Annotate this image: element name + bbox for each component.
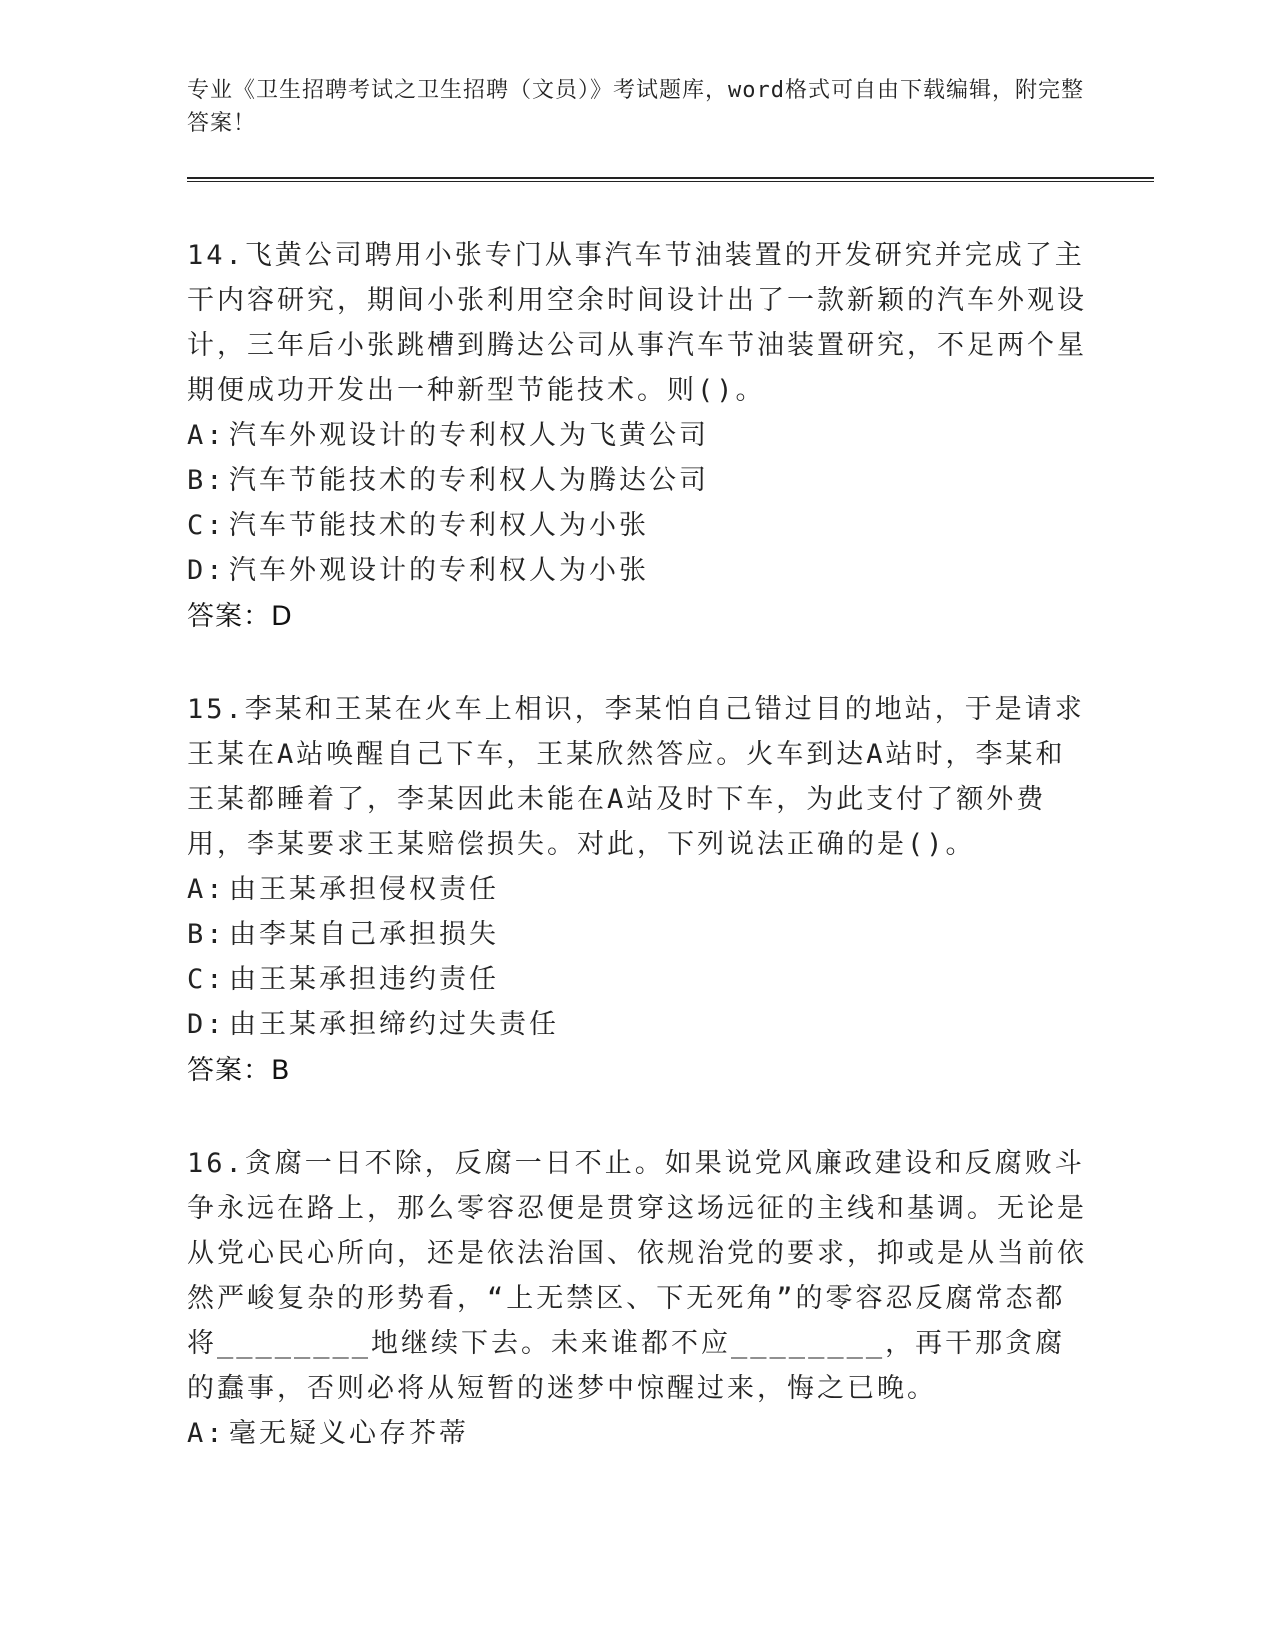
option-text: 由王某承担违约责任	[229, 964, 499, 995]
option-d	[187, 548, 1087, 593]
page-header	[187, 74, 1087, 140]
option-d	[187, 1002, 1087, 1047]
option-text: 汽车节能技术的专利权人为腾达公司	[229, 465, 709, 496]
option-letter: A:	[187, 420, 226, 451]
option-letter: B:	[187, 919, 226, 950]
answer-line: 答案：B	[187, 1055, 291, 1086]
option-a	[187, 1411, 1087, 1456]
option-list	[187, 867, 1087, 1047]
option-a	[187, 413, 1087, 458]
option-c	[187, 503, 1087, 548]
option-text: 汽车节能技术的专利权人为小张	[229, 510, 649, 541]
option-letter: C:	[187, 510, 226, 541]
option-a	[187, 867, 1087, 912]
option-list	[187, 1411, 1087, 1456]
question-stem: 14.飞黄公司聘用小张专门从事汽车节油装置的开发研究并完成了主干内容研究，期间小张利用空余时间设计出了一款新颖的汽车外观设计，三年后小张跳槽到腾达公司从事汽车节油装置研究，不足两个星期便成功开发出一种新型节能技术。则()。	[187, 240, 1087, 406]
option-list	[187, 413, 1087, 593]
option-b	[187, 912, 1087, 957]
question-15	[187, 687, 1087, 1093]
option-text: 毫无疑义心存芥蒂	[229, 1418, 469, 1449]
option-text: 汽车外观设计的专利权人为飞黄公司	[229, 420, 709, 451]
option-letter: D:	[187, 1009, 226, 1040]
option-c	[187, 957, 1087, 1002]
option-text: 由王某承担侵权责任	[229, 874, 499, 905]
option-text: 由李某自己承担损失	[229, 919, 499, 950]
option-text: 由王某承担缔约过失责任	[229, 1009, 559, 1040]
option-letter: A:	[187, 874, 226, 905]
answer-line: 答案：D	[187, 601, 293, 632]
question-16	[187, 1141, 1087, 1456]
header-divider	[187, 177, 1154, 182]
header-title: 专业《卫生招聘考试之卫生招聘（文员）》考试题库，word格式可自由下载编辑，附完整答案！	[187, 78, 1084, 136]
option-letter: A:	[187, 1418, 226, 1449]
question-stem: 16.贪腐一日不除，反腐一日不止。如果说党风廉政建设和反腐败斗争永远在路上，那么零容忍便是贯穿这场远征的主线和基调。无论是从党心民心所向，还是依法治国、依规治党的要求，抑或是从当前依然严峻复杂的形势看，“上无禁区、下无死角”的零容忍反腐常态都将________地继续下去。未来谁都不应________，再干那贪腐的蠢事，否则必将从短暂的迷梦中惊醒过来，悔之已晚。	[187, 1148, 1087, 1404]
option-letter: B:	[187, 465, 226, 496]
question-stem: 15.李某和王某在火车上相识，李某怕自己错过目的地站，于是请求王某在A站唤醒自己下车，王某欣然答应。火车到达A站时，李某和王某都睡着了，李某因此未能在A站及时下车，为此支付了额外费用，李某要求王某赔偿损失。对此，下列说法正确的是()。	[187, 694, 1085, 860]
option-text: 汽车外观设计的专利权人为小张	[229, 555, 649, 586]
option-letter: C:	[187, 964, 226, 995]
option-letter: D:	[187, 555, 226, 586]
option-b	[187, 458, 1087, 503]
question-14	[187, 233, 1087, 639]
